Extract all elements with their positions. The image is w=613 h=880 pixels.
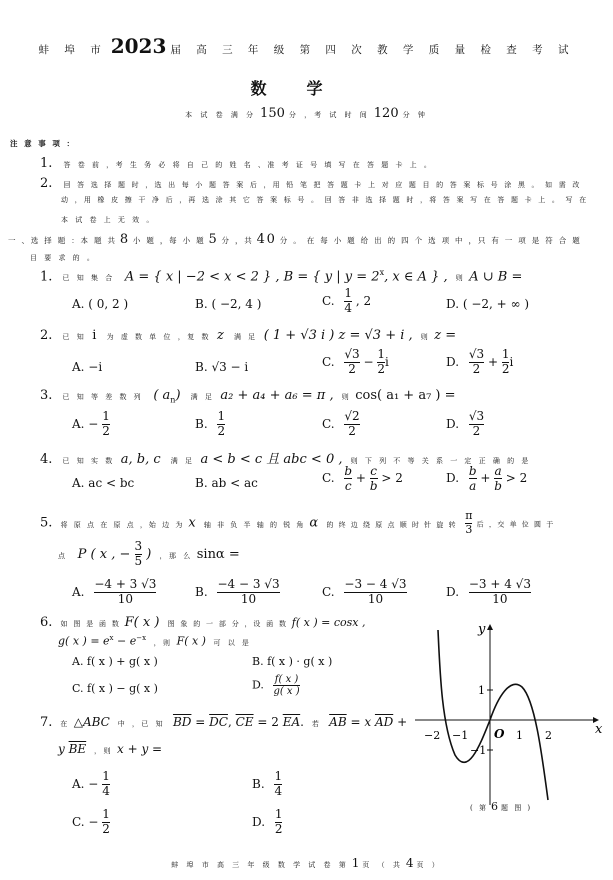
note-2: 2. 回 答 选 择 题 时 ，选 出 每 小 题 答 案 后 ，用 铅 笔 把 答 题 卡 上 对 应 题 目 的 答 案 标 号 涂 黑 。 如 需 改	[40, 176, 582, 191]
y-axis-label: y	[478, 622, 486, 637]
q3-option-d: D. $\frac{√3}{2}$	[446, 409, 485, 438]
q3-option-a: A. − $\frac{1}{2}$	[72, 409, 110, 438]
question-5: 5. 将 原 点 在 原 点 ，始 边 为 x 轴 非 负 半 轴 的 锐 角 α 的 终 边 绕 原 点 顺 时 针 旋 转 $\frac{\pi}{3}$ 后 ，交 单 位 圆 于	[40, 509, 555, 536]
function-graph	[410, 615, 610, 815]
q2-option-c: C. $\frac{√3}{2}$ − $\frac{1}{2}$ i	[322, 347, 389, 376]
q1-option-d: D. ( −2, + ∞ )	[446, 297, 529, 311]
x-tick-label: −2	[424, 729, 441, 742]
question-7-line-2: y $\overline{BE}$ ，则 x + y =	[58, 742, 163, 756]
question-6-line-2: g( x ) = $e^x - e^{-x}$ ，则 F( x ) 可 以 是	[58, 634, 252, 648]
q4-option-b: B. ab < ac	[195, 476, 258, 490]
q6-option-a: A. f( x ) + g( x )	[72, 655, 158, 668]
y-tick-label: 1	[478, 684, 485, 697]
exam-info: 本 试 卷 满 分 150 分 ，考 试 时 间 120 分 钟	[185, 106, 428, 121]
figure-caption: ( 第 6 题 图 )	[470, 800, 533, 813]
q7-option-c: C. − $\frac{1}{2}$	[72, 807, 110, 836]
question-7: 7. 在 △ABC 中 ，已 知 $\overline{BD} = \overline{DC}$, $\overline{CE} = 2$ $\overline{EA}$. 若 $\overline{AB} = x$ $\overline{AD}$ +	[40, 715, 408, 730]
q5-option-c: C. $\frac{-3 - 4 √3}{10}$	[322, 577, 407, 606]
q4-option-a: A. ac < bc	[72, 476, 135, 490]
note-2-line-2: 动 ，用 橡 皮 擦 干 净 后 ，再 选 涂 其 它 答 案 标 号 。 回 答 非 选 择 题 时 ，将 答 案 写 在 答 题 卡 上 。 写 在	[61, 196, 589, 204]
exam-header: 蚌 埠 市 2023 届 高 三 年 级 第 四 次 教 学 质 量 检 查 考 试	[38, 34, 575, 58]
q3-option-c: C. $\frac{√2}{2}$	[322, 409, 360, 438]
page-footer: 蚌 埠 市 高 三 年 级 数 学 试 卷 第 1 页 （ 共 4 页 ）	[171, 856, 442, 870]
question-5-line-2: 点 P ( x , − $\frac{3}{5}$ ) ，那 么 sinα =	[58, 539, 240, 568]
x-tick-label: −1	[452, 729, 469, 742]
question-4: 4. 已 知 实 数 a, b, c 满 足 a < b < c 且 abc < 0 , 则 下 列 不 等 关 系 一 定 正 确 的 是	[40, 452, 531, 467]
subject-title: 数学	[250, 79, 363, 98]
question-6: 6. 如 图 是 函 数 F( x ) 图 象 的 一 部 分 ，设 函 数 f( x ) = cosx ,	[40, 615, 366, 630]
q1-option-a: A. ( 0, 2 )	[72, 297, 129, 311]
q5-option-d: D. $\frac{-3 + 4 √3}{10}$	[446, 577, 531, 606]
q7-option-a: A. − $\frac{1}{4}$	[72, 769, 110, 798]
x-axis-label: x	[595, 722, 603, 737]
question-2: 2. 已 知 i 为 虚 数 单 位 ，复 数 z 满 足 ( 1 + √3 i ) z = √3 + i , 则 z =	[40, 328, 457, 343]
q6-option-d: D. $\frac{f( x )}{g( x )}$	[252, 674, 300, 697]
q4-option-d: D. $\frac{b}{a}$ + $\frac{a}{b}$ > 2	[446, 464, 528, 493]
notes-heading: 注 意 事 项 ：	[10, 139, 76, 148]
q3-option-b: B. $\frac{1}{2}$	[195, 409, 226, 438]
origin-label: O	[494, 727, 505, 741]
q5-option-a: A. $\frac{-4 + 3 √3}{10}$	[72, 577, 157, 606]
q6-option-b: B. f( x ) · g( x )	[252, 655, 333, 668]
section-heading-line-2: 目 要 求 的 。	[30, 254, 97, 262]
q6-option-c: C. f( x ) − g( x )	[72, 682, 158, 695]
note-2-line-3: 本 试 卷 上 无 效 。	[61, 216, 156, 224]
q7-option-b: B. $\frac{1}{4}$	[252, 769, 283, 798]
section-heading: 一 、选 择 题 ：本 题 共 8 小 题 ，每 小 题 5 分 ，共 40 分 。 在 每 小 题 给 出 的 四 个 选 项 中 ，只 有 一 项 是 符 合 题	[8, 232, 582, 247]
x-tick-label: 1	[516, 729, 523, 742]
q5-option-b: B. $\frac{-4 - 3 √3}{10}$	[195, 577, 280, 606]
q1-option-c: C. $\frac{1}{4}$ , 2	[322, 286, 372, 315]
q4-option-c: C. $\frac{b}{c}$ + $\frac{c}{b}$ > 2	[322, 464, 403, 493]
q2-option-b: B. √3 − i	[195, 360, 249, 374]
q2-option-a: A. −i	[72, 360, 103, 374]
y-tick-label: −1	[470, 744, 487, 757]
question-3: 3. 已 知 等 差 数 列 ( $a_n$) 满 足 a₂ + a₄ + a₆ = π , 则 cos( a₁ + a₇ ) =	[40, 388, 456, 405]
q1-option-b: B. ( −2, 4 )	[195, 297, 262, 311]
function-curve	[438, 630, 548, 800]
note-1: 1. 答 卷 前 ，考 生 务 必 将 自 己 的 姓 名 、准 考 证 号 填 写 在 答 题 卡 上 。	[40, 156, 434, 171]
question-1: 1. 已 知 集 合 A = { x | −2 < x < 2 } , B = { y | $y = 2^x$, x ∈ A } , 则 A ∪ B =	[40, 268, 523, 285]
q7-option-d: D. $\frac{1}{2}$	[252, 807, 283, 836]
x-tick-label: 2	[545, 729, 552, 742]
q2-option-d: D. $\frac{√3}{2}$ + $\frac{1}{2}$ i	[446, 347, 514, 376]
